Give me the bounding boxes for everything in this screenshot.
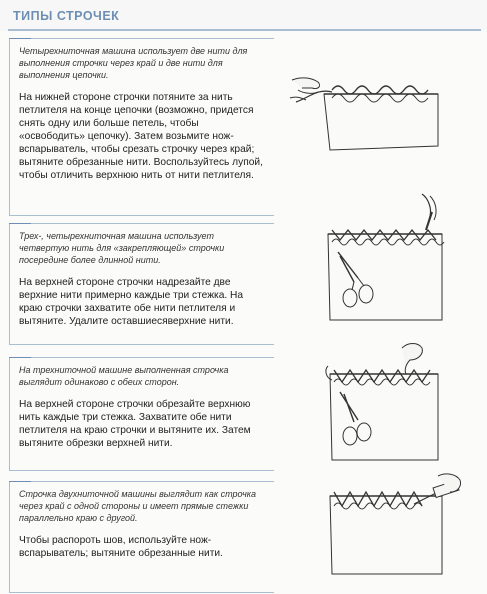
- three-thread-overlock-illustration: [318, 340, 468, 470]
- section-three-thread: [9, 357, 274, 471]
- section-body: Чтобы распороть шов, используйте нож-вспарыватель; вытяните обрезанные нити.: [19, 535, 223, 559]
- section-intro: Строчка двухниточной машины выглядит как строчка через край с одной стороны и имеет прямые стежки параллельно краю с другой.: [19, 489, 257, 523]
- section-body: На нижней стороне строчки потяните за нить петлителя на конце цепочки (возможно, придется снять одну или больше петель, чтобы «освободить» цепочку). Затем возьмите нож-вспарыватель, чтобы срезать строчку через край; вытяните обрезанные нити. Воспользуйтесь лупой, чтобы отличить верхнюю нить от нити петлителя.: [19, 92, 263, 181]
- section-body: На верхней стороне строчки надрезайте две верхние нити примерно каждые три стежка. На краю строчки захватите обе нити петлителя и вытяните. Удалите оставшиесяверхние нити.: [19, 277, 244, 327]
- page-title: ТИПЫ СТРОЧЕК: [13, 9, 120, 23]
- three-four-thread-overlock-illustration: [318, 190, 468, 330]
- page-header: [0, 0, 487, 31]
- four-thread-overlock-illustration: [288, 58, 458, 158]
- header-divider: [8, 29, 481, 31]
- section-two-thread: [9, 481, 274, 593]
- section-intro: Трех-, четырехниточная машина использует четвертую нить для «закрепляющей» строчки посередине более длинной нити.: [19, 231, 225, 265]
- section-body: На верхней стороне строчки обрезайте верхнюю нить каждые три стежка. Захватите обе нити петлителя на краю строчки и вытяните их. Затем вытяните обрезки верхней нити.: [19, 399, 251, 449]
- section-four-thread: [9, 38, 274, 216]
- section-intro: На трехниточной машине выполненная строчка выглядит одинаково с обеих сторон.: [19, 365, 229, 387]
- section-three-four-thread: [9, 223, 274, 345]
- two-thread-overlock-illustration: [318, 470, 468, 588]
- section-intro: Четырехниточная машина использует две нити для выполнения строчки через край и две нити для выполнения цепочки.: [19, 46, 248, 80]
